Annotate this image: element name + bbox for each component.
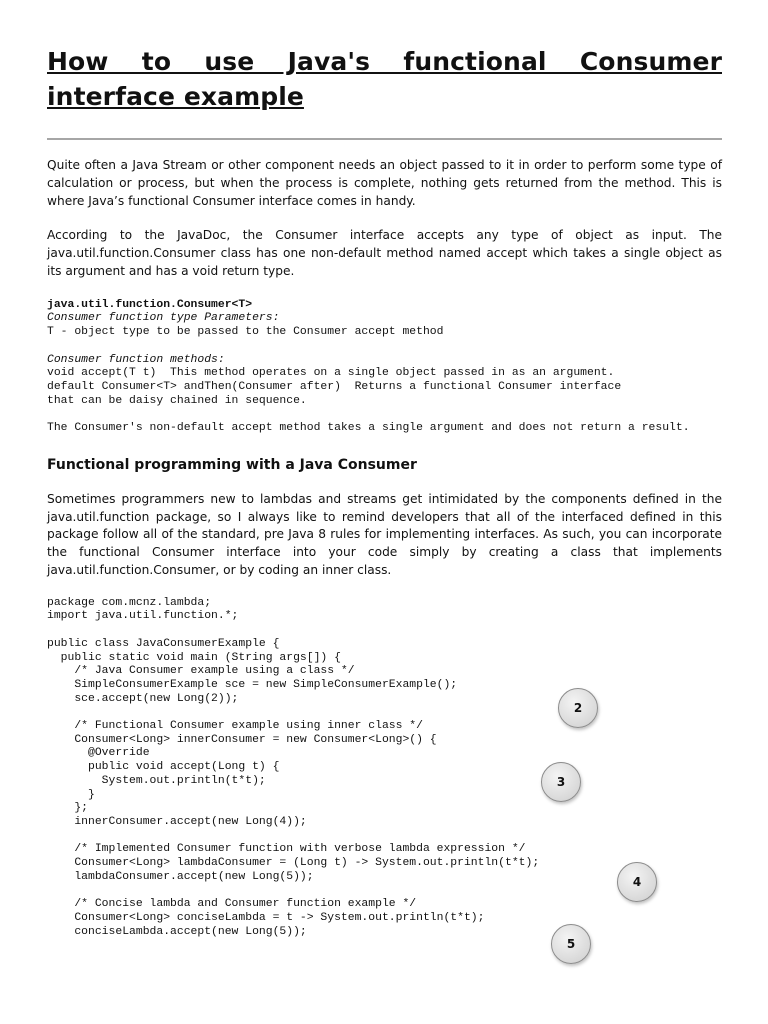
document-page xyxy=(47,0,722,939)
code-line: public void accept(Long t) { xyxy=(47,761,280,774)
code-line: public class JavaConsumerExample { xyxy=(47,637,280,650)
code-line: import java.util.function.*; xyxy=(47,610,239,623)
method-accept: void accept(T t) This method operates on a single object passed in as an argument. xyxy=(47,367,615,380)
code-line: conciseLambda.accept(new Long(5)); xyxy=(47,925,307,938)
section-paragraph: Sometimes programmers new to lambdas and streams get intimidated by the components defined in the java.util.function package, so I always like to remind developers that all of the interfaced defined in this package follow all of the standard, pre Java 8 rules for implementing interfaces. As such, you can incorporate the functional Consumer interface into your code simply by creating a class that implements java.util.function.Consumer, or by coding an inner class. xyxy=(47,491,722,577)
code-line: @Override xyxy=(47,747,150,760)
code-line: }; xyxy=(47,802,89,815)
method-andthen: default Consumer<T> andThen(Consumer after) Returns a functional Consumer interface xyxy=(47,380,622,393)
code-line: /* Implemented Consumer function with verbose lambda expression */ xyxy=(47,843,526,856)
code-line: /* Functional Consumer example using inner class */ xyxy=(47,720,423,733)
section-heading: Functional programming with a Java Consumer xyxy=(47,456,417,473)
consumer-signature: java.util.function.Consumer<T> xyxy=(47,298,253,311)
title-divider xyxy=(47,138,722,140)
code-line: public static void main (String args[]) { xyxy=(47,651,341,664)
code-line: Consumer<Long> lambdaConsumer = (Long t) -> System.out.println(t*t); xyxy=(47,857,540,870)
callout-badge-3: 3 xyxy=(541,762,581,802)
callout-badge-2: 2 xyxy=(558,688,598,728)
callout-badge-4: 4 xyxy=(617,862,657,902)
param-t-description: T - object type to be passed to the Consumer accept method xyxy=(47,326,444,339)
callout-badge-5: 5 xyxy=(551,924,591,964)
methods-heading: Consumer function methods: xyxy=(47,353,225,366)
intro-paragraph-1: Quite often a Java Stream or other component needs an object passed to it in order to perform some type of calculation or process, but when the process is complete, nothing gets returned from the method. This is where Java’s functional Consumer interface comes in handy. xyxy=(47,158,722,208)
code-line: package com.mcnz.lambda; xyxy=(47,596,212,609)
intro-paragraph-2: According to the JavaDoc, the Consumer interface accepts any type of object as input. The java.util.function.Consumer class has one non-default method named accept which takes a single object as its argument and has a void return type. xyxy=(47,228,722,278)
code-line: /* Concise lambda and Consumer function example */ xyxy=(47,898,417,911)
javadoc-block xyxy=(47,299,722,436)
code-line: } xyxy=(47,788,95,801)
code-line: SimpleConsumerExample sce = new SimpleConsumerExample(); xyxy=(47,678,458,691)
code-line: lambdaConsumer.accept(new Long(5)); xyxy=(47,870,314,883)
page-title: How to use Java's functional Consumer interface example xyxy=(47,47,722,111)
code-line: System.out.println(t*t); xyxy=(47,774,266,787)
code-line: innerConsumer.accept(new Long(4)); xyxy=(47,815,307,828)
params-heading: Consumer function type Parameters: xyxy=(47,312,280,325)
code-line: sce.accept(new Long(2)); xyxy=(47,692,239,705)
consumer-note: The Consumer's non-default accept method takes a single argument and does not return a result. xyxy=(47,422,690,435)
code-line: /* Java Consumer example using a class */ xyxy=(47,665,355,678)
method-andthen-continued: that can be daisy chained in sequence. xyxy=(47,394,307,407)
code-line: Consumer<Long> conciseLambda = t -> System.out.println(t*t); xyxy=(47,911,485,924)
code-line: Consumer<Long> innerConsumer = new Consumer<Long>() { xyxy=(47,733,437,746)
